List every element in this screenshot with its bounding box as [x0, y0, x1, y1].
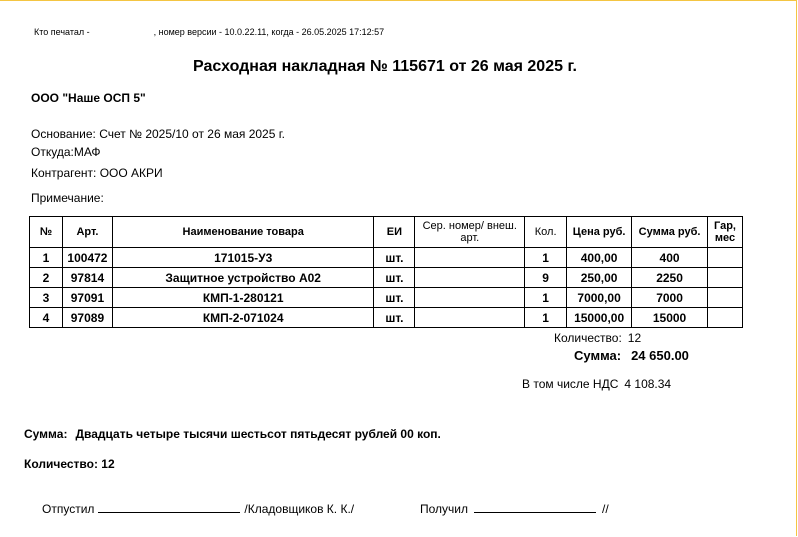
col-warranty-header: Гар, мес	[707, 217, 742, 248]
released-signature-line	[98, 500, 240, 513]
cell-warranty	[707, 288, 742, 308]
released-label: Отпустил	[42, 502, 95, 516]
cell-price: 15000,00	[567, 308, 632, 328]
released-signature	[42, 500, 354, 516]
sum-in-words-label: Сумма:	[24, 427, 68, 441]
received-name: //	[602, 502, 609, 516]
total-sum-label: Сумма:	[574, 348, 622, 363]
total-quantity	[554, 331, 641, 345]
col-price-header: Цена руб.	[567, 217, 632, 248]
sum-in-words-text: Двадцать четыре тысячи шестьсот пятьдесят рублей 00 коп.	[75, 427, 441, 441]
cell-warranty	[707, 248, 742, 268]
col-num-header: №	[30, 217, 63, 248]
cell-num: 4	[30, 308, 63, 328]
cell-qty: 1	[525, 248, 567, 268]
total-vat-label: В том числе НДС	[522, 377, 619, 391]
total-vat	[522, 377, 671, 391]
cell-name: КМП-1-280121	[112, 288, 374, 308]
total-sum-value: 24 650.00	[631, 348, 689, 363]
table-header-row	[30, 217, 743, 248]
printed-by-line	[34, 27, 384, 37]
cell-sum: 2250	[632, 268, 708, 288]
cell-qty: 9	[525, 268, 567, 288]
cell-name: 171015-У3	[112, 248, 374, 268]
cell-name: КМП-2-071024	[112, 308, 374, 328]
received-signature	[420, 500, 609, 516]
cell-warranty	[707, 268, 742, 288]
basis-line: Основание: Счет № 2025/10 от 26 мая 2025 г.	[31, 127, 285, 141]
cell-price: 400,00	[567, 248, 632, 268]
cell-art: 100472	[62, 248, 112, 268]
cell-qty: 1	[525, 308, 567, 328]
sum-in-words	[24, 427, 441, 441]
table-row	[30, 248, 743, 268]
cell-warranty	[707, 308, 742, 328]
cell-price: 7000,00	[567, 288, 632, 308]
printed-version-info: , номер версии - 10.0.22.11, когда - 26.05.2025 17:12:57	[153, 27, 385, 37]
cell-unit: шт.	[374, 268, 415, 288]
cell-serial	[415, 308, 525, 328]
cell-art: 97089	[62, 308, 112, 328]
col-sum-header: Сумма руб.	[632, 217, 708, 248]
col-art-header: Арт.	[62, 217, 112, 248]
cell-num: 1	[30, 248, 63, 268]
cell-serial	[415, 268, 525, 288]
document-title: Расходная накладная № 115671 от 26 мая 2025 г.	[193, 58, 577, 75]
total-quantity-label: Количество:	[554, 331, 622, 345]
cell-num: 3	[30, 288, 63, 308]
table-row	[30, 288, 743, 308]
note-line: Примечание:	[31, 191, 104, 205]
col-unit-header: ЕИ	[374, 217, 415, 248]
col-qty-header: Кол.	[525, 217, 567, 248]
quantity-total-line: Количество: 12	[24, 457, 115, 471]
cell-unit: шт.	[374, 288, 415, 308]
table-row	[30, 268, 743, 288]
cell-sum: 15000	[632, 308, 708, 328]
table-row	[30, 308, 743, 328]
cell-serial	[415, 288, 525, 308]
total-sum	[574, 348, 689, 363]
cell-art: 97814	[62, 268, 112, 288]
cell-sum: 400	[632, 248, 708, 268]
released-name: /Кладовщиков К. К./	[244, 502, 355, 516]
col-name-header: Наименование товара	[112, 217, 374, 248]
cell-qty: 1	[525, 288, 567, 308]
organization-name: ООО "Наше ОСП 5"	[31, 91, 146, 105]
cell-unit: шт.	[374, 248, 415, 268]
cell-unit: шт.	[374, 308, 415, 328]
total-vat-value: 4 108.34	[624, 377, 672, 391]
received-signature-line	[474, 500, 596, 513]
received-label: Получил	[420, 502, 468, 516]
total-quantity-value: 12	[627, 331, 642, 345]
counterparty-line: Контрагент: ООО АКРИ	[31, 166, 163, 180]
col-serial-header: Сер. номер/ внеш. арт.	[415, 217, 525, 248]
cell-sum: 7000	[632, 288, 708, 308]
cell-num: 2	[30, 268, 63, 288]
cell-art: 97091	[62, 288, 112, 308]
items-table	[29, 216, 743, 328]
cell-name: Защитное устройство А02	[112, 268, 374, 288]
from-line: Откуда:МАФ	[31, 145, 101, 159]
cell-serial	[415, 248, 525, 268]
cell-price: 250,00	[567, 268, 632, 288]
printed-by-label: Кто печатал -	[34, 27, 90, 37]
